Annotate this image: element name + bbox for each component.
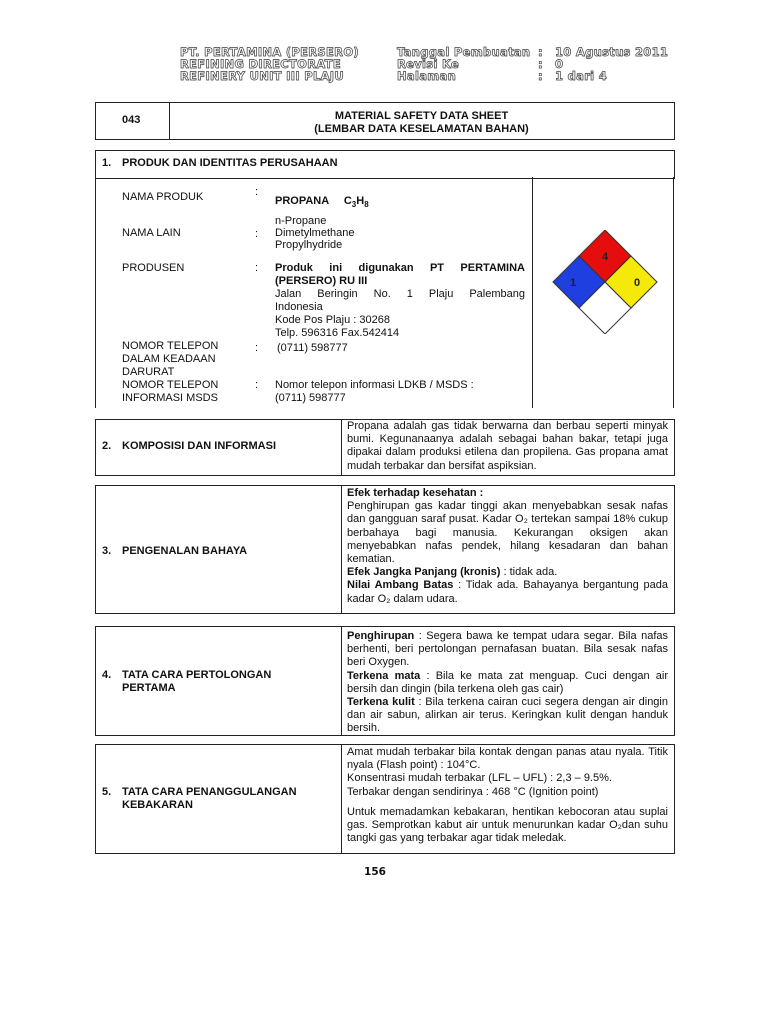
directorate-name: REFINING DIRECTORATE	[180, 57, 341, 71]
formula-c: C	[343, 195, 352, 207]
section4-content	[347, 630, 668, 736]
skin-contact-text: : Bila terkena cairan cuci segera dengan air dingin dan air sabun, alirkan air terus. Keringkan kulit dengan handuk bersih.	[347, 696, 668, 735]
skin-contact-heading: Terkena kulit	[347, 696, 415, 709]
section2-divider	[341, 419, 342, 475]
section5-heading-1: TATA CARA PENANGGULANGAN	[122, 786, 297, 798]
nfpa-health-value: 1	[569, 277, 577, 289]
fire-text-2: Konsentrasi mudah terbakar (LFL – UFL) : 2,3 – 9.5%.	[347, 772, 612, 785]
inhalation-text: : Segera bawa ke tempat udara segar. Bila nafas berhenti, beri pertolongan pernafasan buatan. Bila sesak nafas beri Oxygen.	[347, 630, 668, 669]
colon: :	[255, 379, 259, 391]
colon: :	[255, 186, 259, 198]
alias-1: n-Propane	[275, 215, 327, 227]
producer-line-4: Indonesia	[275, 301, 323, 313]
section1-heading: PRODUK DAN IDENTITAS PERUSAHAAN	[122, 157, 338, 169]
date-label: Tanggal Pembuatan	[397, 45, 531, 59]
date-value: 10 Agustus 2011	[555, 45, 669, 59]
title-line-1: MATERIAL SAFETY DATA SHEET	[334, 110, 509, 122]
section4-divider	[341, 626, 342, 735]
page-number: 156	[364, 866, 386, 878]
page-value: 1 dari 4	[555, 69, 608, 83]
section4-number: 4.	[102, 669, 112, 681]
letterhead-values	[555, 46, 668, 82]
msds-label-2: INFORMASI MSDS	[122, 392, 218, 404]
colon: :	[538, 45, 543, 59]
nfpa-flammability-value: 4	[601, 251, 609, 263]
skin-contact	[347, 696, 668, 736]
product-name: PROPANA	[275, 195, 329, 207]
colon: :	[538, 69, 543, 83]
colon: :	[538, 57, 543, 71]
unit-name: REFINERY UNIT III PLAJU	[180, 69, 344, 83]
section1-inner-border	[532, 177, 533, 408]
threshold-text: : Tidak ada. Bahayanya bergantung pada kadar O₂ dalam udara.	[347, 579, 668, 605]
product-value	[275, 195, 369, 211]
section5-content	[347, 746, 668, 845]
alias-3: Propylhydride	[275, 239, 343, 251]
colon: :	[255, 262, 259, 274]
emergency-phone: (0711) 598777	[277, 342, 348, 354]
section2-number: 2.	[102, 440, 112, 452]
section4-heading-1: TATA CARA PERTOLONGAN	[122, 669, 272, 681]
revision-label: Revisi Ke	[397, 57, 460, 71]
nfpa-diamond	[540, 230, 670, 334]
producer-line-2: (PERSERO) RU III	[275, 275, 368, 287]
revision-value: 0	[555, 57, 564, 71]
section3-heading: PENGENALAN BAHAYA	[122, 545, 248, 557]
letterhead-colons	[538, 46, 543, 82]
fire-text-4: Untuk memadamkan kebakaran, hentikan kebocoran atau suplai gas. Semprotkan kabut air untuk menurunkan kadar O₂dan suhu tangki gas yang terbakar agar tidak meledak.	[347, 805, 668, 845]
document-code: 043	[122, 114, 141, 126]
product-label: NAMA PRODUK	[122, 191, 204, 203]
inhalation-heading: Penghirupan	[347, 630, 415, 642]
eye-contact	[347, 670, 668, 696]
formula-3: 3	[351, 200, 357, 210]
threshold-heading: Nilai Ambang Batas	[347, 579, 454, 592]
producer-line-5: Kode Pos Plaju : 30268	[275, 314, 390, 326]
chemical-formula	[343, 195, 369, 210]
section1-right-border	[673, 177, 674, 408]
formula-8: 8	[364, 200, 369, 210]
chronic-effects	[347, 566, 668, 579]
health-effects-heading: Efek terhadap kesehatan :	[347, 487, 484, 499]
chronic-effects-heading: Efek Jangka Panjang (kronis)	[347, 566, 501, 579]
colon: :	[255, 228, 259, 240]
section2-heading: KOMPOSISI DAN INFORMASI	[122, 440, 277, 452]
producer-line-3: Jalan Beringin No. 1 Plaju Palembang	[275, 288, 525, 300]
company-name: PT. PERTAMINA (PERSERO)	[180, 45, 359, 59]
fire-text-3: Terbakar dengan sendirinya : 468 °C (Ignition point)	[347, 785, 599, 798]
alias-label: NAMA LAIN	[122, 227, 181, 239]
title-line-2: (LEMBAR DATA KESELAMATAN BAHAN)	[314, 123, 529, 135]
page-label: Halaman	[397, 69, 457, 83]
producer-line-6: Telp. 596316 Fax.542414	[275, 327, 400, 339]
fire-text-1: Amat mudah terbakar bila kontak dengan panas atau nyala. Titik nyala (Flash point) : 104°C.	[347, 746, 668, 772]
producer-line-1: Produk ini digunakan PT PERTAMINA	[275, 262, 525, 274]
section4-heading-2: PERTAMA	[122, 682, 176, 694]
eye-contact-text: : Bila ke mata zat menguap. Cuci dengan air bersih dan dingin (bila terkena oleh gas cair)	[347, 669, 668, 695]
section5-divider	[341, 744, 342, 853]
section5-heading-2: KEBAKARAN	[122, 799, 193, 811]
section3-number: 3.	[102, 545, 112, 557]
emergency-label-1: NOMOR TELEPON	[122, 340, 219, 352]
section2-text: Propana adalah gas tidak berwarna dan berbau seperti minyak bumi. Kegunanaanya adalah sebagai bahan bakar, tetapi juga dipakai dalam produksi etilena dan propilena. Gas propana amat mudah terbakar dan bersifat aspiksian.	[347, 420, 668, 472]
msds-label-1: NOMOR TELEPON	[122, 379, 219, 391]
nfpa-reactivity-value: 0	[633, 277, 641, 289]
letterhead-left	[180, 46, 359, 82]
threshold-value	[347, 579, 668, 605]
letterhead-labels	[397, 46, 530, 82]
section1-number: 1.	[102, 157, 112, 169]
colon: :	[255, 342, 259, 354]
health-effects-text: Penghirupan gas kadar tinggi akan menyebabkan sesak nafas dan gangguan saraf pusat. Kadar O₂ tertekan sampai 18% cukup berbahaya bagi manusia. Kekurangan oksigen akan menyebabkan nafas pendek, hilang kesadaran dan bahan kematian.	[347, 500, 668, 566]
msds-value-1: Nomor telepon informasi LDKB / MSDS :	[275, 379, 474, 391]
section3-divider	[341, 485, 342, 613]
emergency-label-3: DARURAT	[122, 366, 175, 378]
inhalation	[347, 630, 668, 670]
producer-label: PRODUSEN	[122, 262, 185, 274]
eye-contact-heading: Terkena mata	[347, 669, 421, 682]
section1-left-border	[95, 177, 96, 408]
section5-number: 5.	[102, 786, 112, 798]
formula-h: H	[356, 195, 365, 207]
section3-content	[347, 487, 668, 606]
chronic-effects-text: : tidak ada.	[500, 566, 558, 579]
alias-2: Dimetylmethane	[275, 227, 355, 239]
emergency-label-2: DALAM KEADAAN	[122, 353, 216, 365]
msds-value-2: (0711) 598777	[275, 392, 346, 404]
